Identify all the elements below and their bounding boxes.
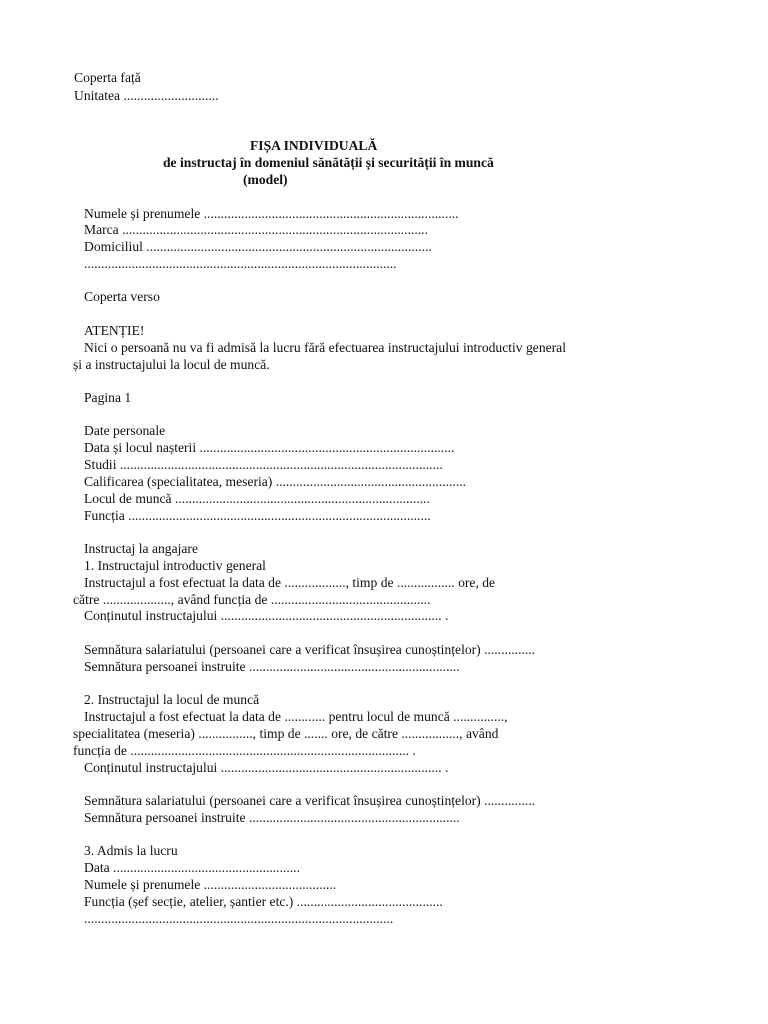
atentie-heading: ATENȚIE! [84,323,145,338]
section2-semnatura-instruit: Semnătura persoanei instruite .............................................................. [84,810,460,825]
section3-data-field: Data ....................................................... [84,860,300,875]
atentie-text-line1: Nici o persoană nu va fi admisă la lucru fără efectuarea instructajului introductiv general [84,340,566,355]
document-model-label: (model) [243,172,288,187]
section3-functia-field: Funcția (șef secție, atelier, șantier etc.) ........................................... [84,894,443,909]
marca-field: Marca .......................................................................................... [84,222,428,237]
atentie-text-line2: și a instructajului la locul de muncă. [73,357,270,372]
data-nasterii-field: Data și locul nașterii ........................................................................... [84,440,455,455]
coperta-verso-label: Coperta verso [84,289,160,304]
unitatea-field: Unitatea ............................ [74,88,219,103]
section1-semnatura-salariat: Semnătura salariatului (persoanei care a verificat însușirea cunoștințelor) ............... [84,642,536,657]
domiciliul-field: Domiciliul .................................................................................... [84,239,432,254]
document-title: FIȘA INDIVIDUALĂ [250,138,378,153]
section2-semnatura-salariat: Semnătura salariatului (persoanei care a verificat însușirea cunoștințelor) ............... [84,793,536,808]
section2-line1: Instructajul a fost efectuat la data de ............ pentru locul de muncă ..............., [84,709,508,724]
section1-continut: Conținutul instructajului ................................................................. . [84,608,449,623]
section2-line2: specialitatea (meseria) ................, timp de ....... ore, de către ................., având [73,726,499,741]
section3-nume-field: Numele și prenumele ....................................... [84,877,337,892]
instructaj-angajare-heading: Instructaj la angajare [84,541,198,556]
section2-title: 2. Instructajul la locul de muncă [84,692,260,707]
locul-munca-field: Locul de muncă ........................................................................... [84,491,430,506]
studii-field: Studii ............................................................................................... [84,457,443,472]
domiciliul-continuation: ............................................................................................ [84,256,397,271]
calificarea-field: Calificarea (specialitatea, meseria) ........................................................ [84,474,467,489]
date-personale-heading: Date personale [84,423,166,438]
section2-continut: Conținutul instructajului ................................................................. . [84,760,449,775]
pagina1-label: Pagina 1 [84,390,132,405]
section1-title: 1. Instructajul introductiv general [84,558,266,573]
functia-field: Funcția ......................................................................................... [84,508,431,523]
section1-line2: către ...................., având funcția de ............................................... [73,592,431,607]
section1-line1: Instructajul a fost efectuat la data de .................., timp de ................. ore, de [84,575,496,590]
section3-continuation: ........................................................................................... [84,911,394,926]
section2-line3: funcția de .................................................................................. . [73,743,416,758]
section1-semnatura-instruit: Semnătura persoanei instruite .............................................................. [84,659,460,674]
coperta-fata-label: Coperta față [74,70,141,85]
document-subtitle: de instructaj în domeniul sănătății și securității în muncă [163,155,494,170]
nume-field: Numele și prenumele ........................................................................... [84,206,459,221]
section3-title: 3. Admis la lucru [84,843,178,858]
